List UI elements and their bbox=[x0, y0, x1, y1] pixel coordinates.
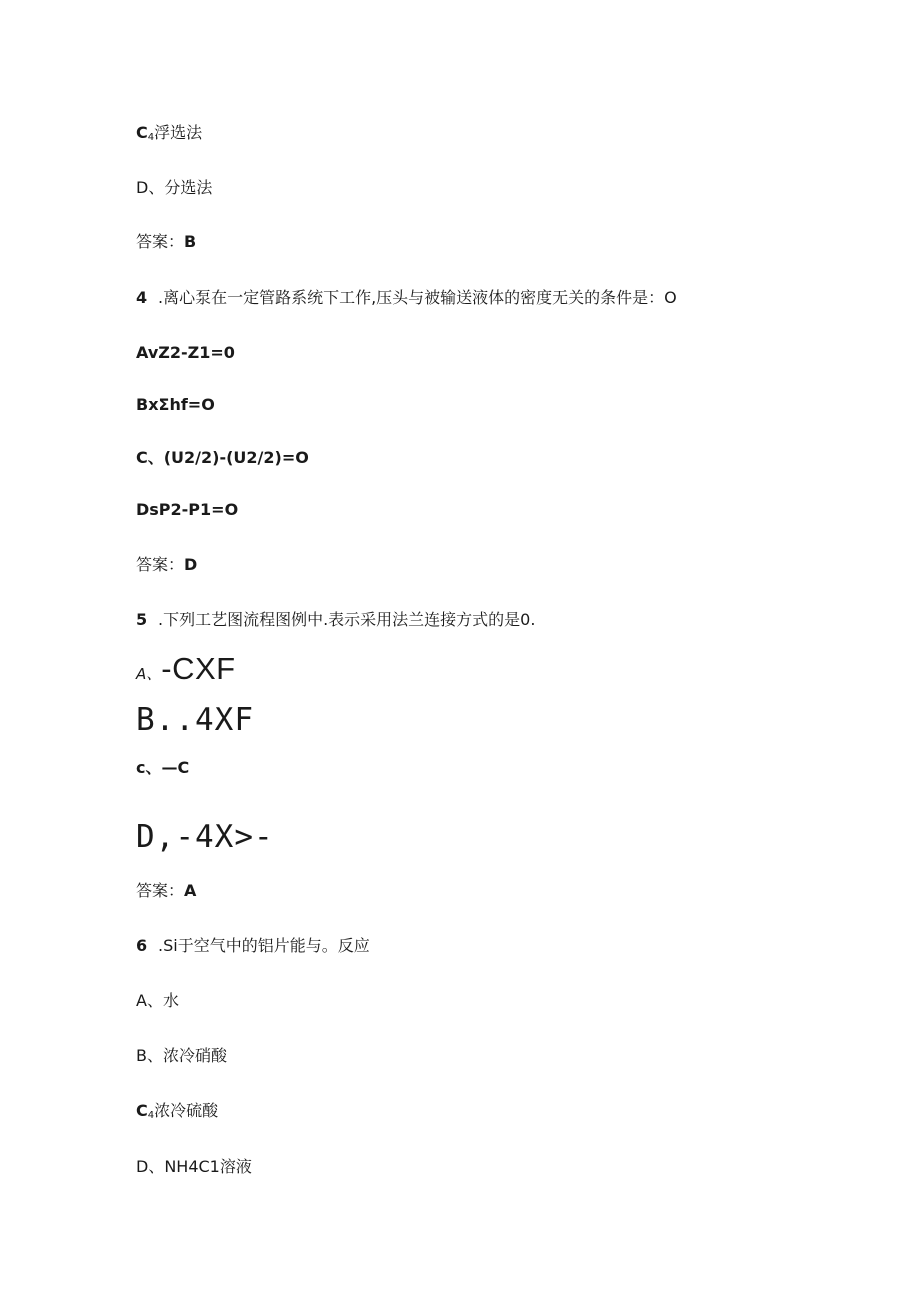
option-q5-c bbox=[136, 758, 189, 778]
answer-value: A bbox=[184, 881, 197, 900]
option-label-subscript: 4 bbox=[147, 1110, 155, 1121]
option-q5-d bbox=[136, 820, 274, 854]
question-number: 5 bbox=[136, 610, 148, 629]
option-text: 浮选法 bbox=[154, 123, 203, 142]
option-q4-c bbox=[136, 448, 309, 468]
question-6 bbox=[136, 936, 370, 956]
answer-label: 答案： bbox=[136, 555, 185, 574]
answer-label: 答案： bbox=[136, 232, 185, 251]
option-text: B..4XF bbox=[136, 702, 254, 738]
option-text: DsP2-P1=O bbox=[136, 500, 239, 519]
answer-q5 bbox=[136, 881, 196, 901]
option-text: D、分选法 bbox=[136, 178, 213, 197]
option-q6-a bbox=[136, 991, 179, 1011]
option-text: c、—C bbox=[136, 758, 190, 777]
option-text: BxΣhf=O bbox=[136, 395, 215, 414]
option-q4-b bbox=[136, 395, 215, 415]
option-q6-b bbox=[136, 1046, 227, 1066]
option-text: 浓冷硫酸 bbox=[154, 1101, 219, 1120]
answer-q4 bbox=[136, 555, 197, 575]
question-5 bbox=[136, 610, 535, 630]
option-text: D,-4X>- bbox=[136, 819, 274, 855]
option-label-subscript: 4 bbox=[147, 132, 155, 143]
question-text: .Si于空气中的铝片能与。反应 bbox=[158, 936, 370, 955]
option-text: B、浓冷硝酸 bbox=[136, 1046, 227, 1065]
question-4 bbox=[136, 288, 677, 308]
question-number: 4 bbox=[136, 288, 148, 307]
answer-value: D bbox=[184, 555, 198, 574]
option-label: A、 bbox=[136, 665, 162, 683]
option-q6-c bbox=[136, 1101, 218, 1126]
option-label: C bbox=[136, 123, 148, 142]
option-q6-d bbox=[136, 1157, 252, 1177]
option-q5-a bbox=[136, 652, 236, 686]
option-q3-d bbox=[136, 178, 212, 198]
option-q4-a bbox=[136, 343, 235, 363]
option-text: AvZ2-Z1=0 bbox=[136, 343, 235, 362]
pipe-symbol: -CXF bbox=[161, 651, 236, 686]
answer-value: B bbox=[184, 232, 197, 251]
option-text: C、(U2/2)-(U2/2)=O bbox=[136, 448, 309, 467]
answer-q3 bbox=[136, 232, 196, 252]
option-text: D、NH4C1溶液 bbox=[136, 1157, 252, 1176]
option-q3-c bbox=[136, 123, 202, 148]
question-text: .下列工艺图流程图例中.表示采用法兰连接方式的是0. bbox=[158, 610, 536, 629]
question-text: .离心泵在一定管路系统下工作,压头与被输送液体的密度无关的条件是：O bbox=[158, 288, 677, 307]
option-q5-b bbox=[136, 703, 254, 737]
option-text: A、水 bbox=[136, 991, 179, 1010]
option-q4-d bbox=[136, 500, 238, 520]
question-number: 6 bbox=[136, 936, 148, 955]
answer-label: 答案： bbox=[136, 881, 185, 900]
option-label: C bbox=[136, 1101, 148, 1120]
